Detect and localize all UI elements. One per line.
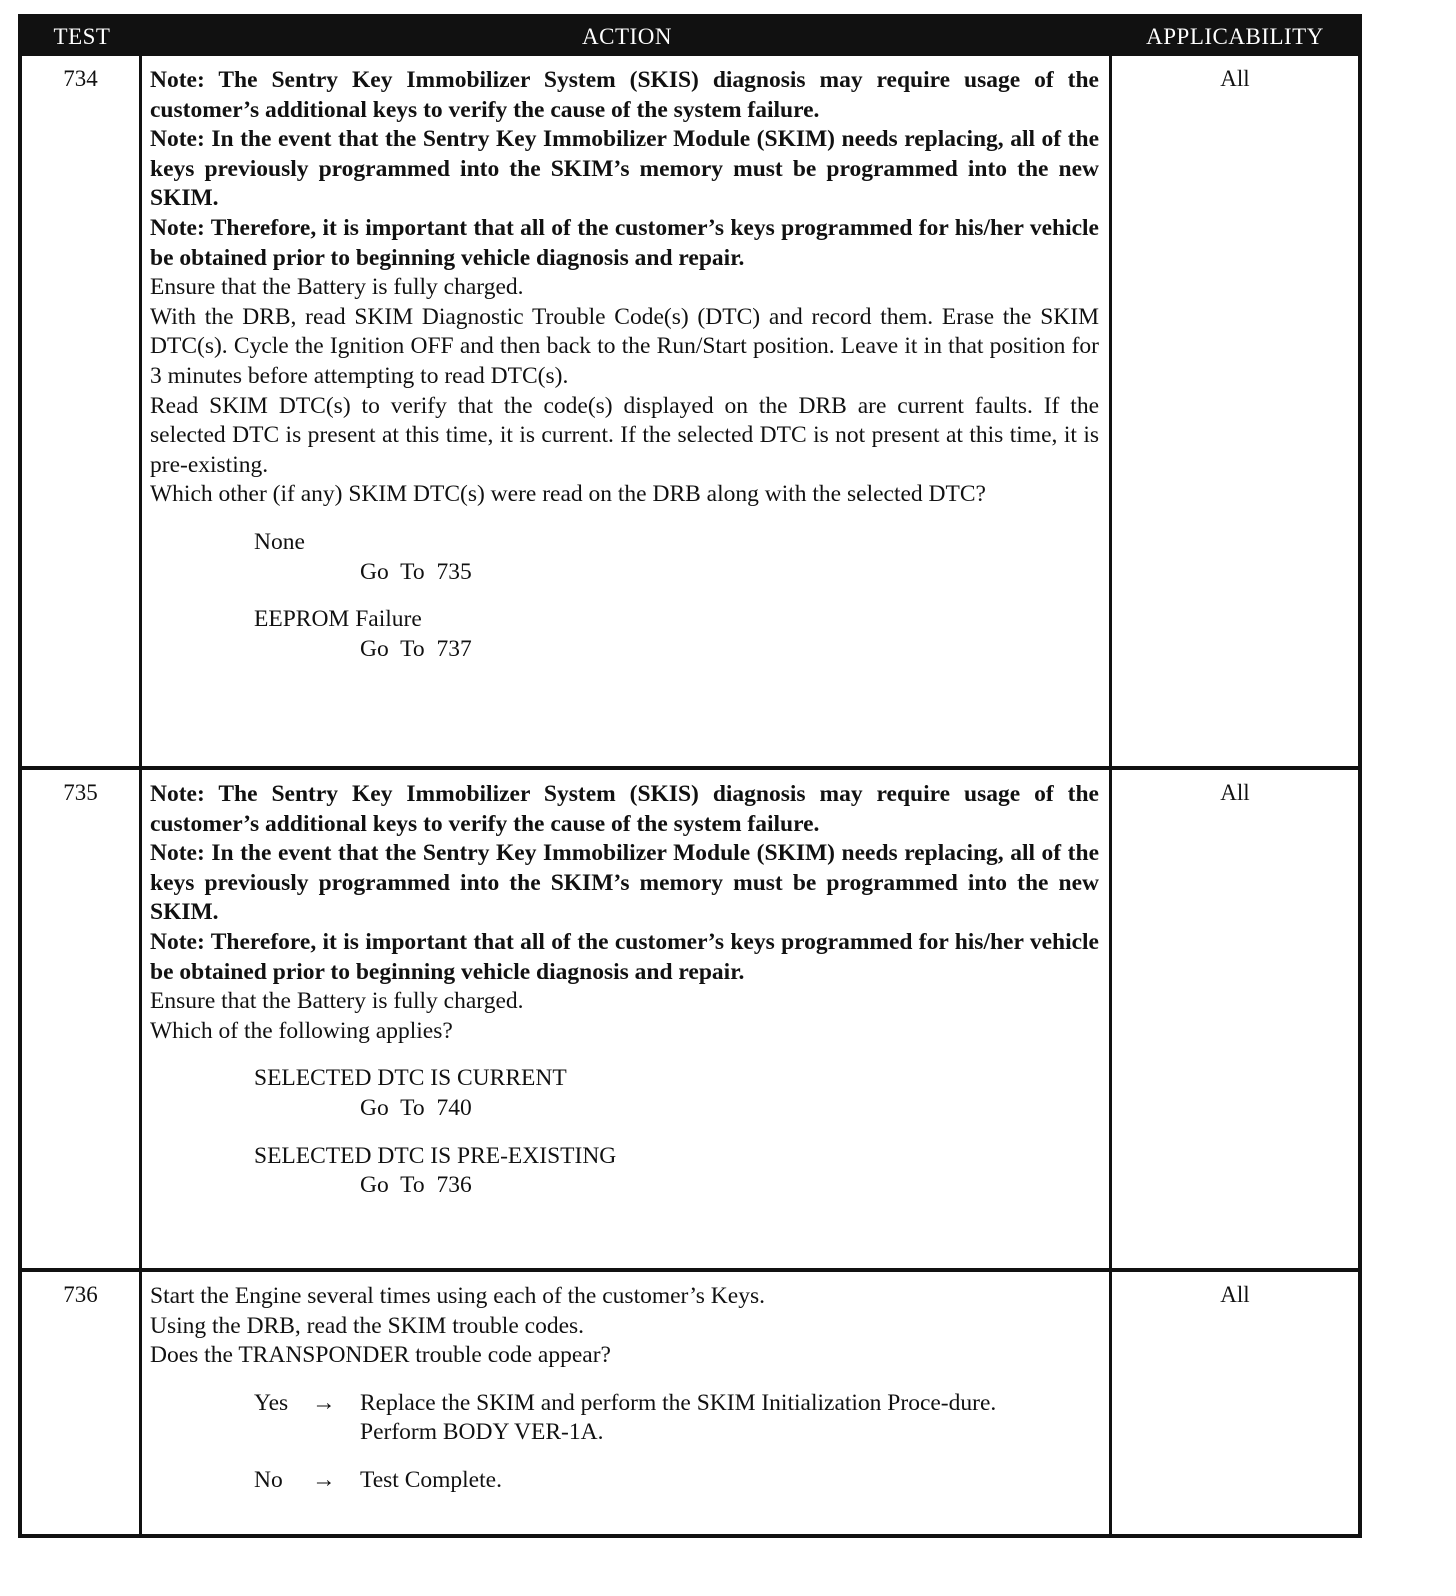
applicability-value: All xyxy=(1220,66,1250,91)
test-number: 736 xyxy=(22,1272,142,1534)
outcome-label: No xyxy=(254,1466,283,1493)
goto-target: Go To 737 xyxy=(360,635,472,662)
instruction-text: Read SKIM DTC(s) to verify that the code(s) displayed on the DRB are current faults. If the selected DTC is present at this time, it is current. If the selected DTC is not present at this time, it is pre-existing. xyxy=(150,392,1099,478)
answer-outcomes xyxy=(150,1389,1099,1496)
outcome-no xyxy=(254,1466,1099,1496)
note-text: Note: Therefore, it is important that all of the customer’s keys programmed for his/her vehicle be obtained prior to beginning vehicle diagnosis and repair. xyxy=(150,928,1099,985)
choice-label: SELECTED DTC IS PRE-EXISTING xyxy=(254,1142,617,1169)
table-row-735 xyxy=(22,766,1358,1268)
answer-choices xyxy=(150,1064,1099,1200)
outcome-line: Test Complete. xyxy=(360,1466,502,1493)
header-test: TEST xyxy=(53,24,111,49)
outcome-yes xyxy=(254,1389,1099,1448)
note-text: Note: The Sentry Key Immobilizer System (SKIS) diagnosis may require usage of the customer’s additional keys to verify the cause of the system failure. xyxy=(150,67,1099,123)
question-text: Which of the following applies? xyxy=(150,1017,453,1044)
instruction-text: Ensure that the Battery is fully charged. xyxy=(150,988,524,1015)
goto-target: Go To 735 xyxy=(360,558,472,585)
answer-choices xyxy=(150,528,1099,664)
header-action: ACTION xyxy=(582,24,672,49)
goto-target: Go To 740 xyxy=(360,1094,472,1121)
table-row-734 xyxy=(22,56,1358,766)
note-text: Note: Therefore, it is important that all of the customer’s keys programmed for his/her vehicle be obtained prior to beginning vehicle diagnosis and repair. xyxy=(150,214,1099,271)
right-arrow-icon: → xyxy=(312,1466,336,1493)
right-arrow-icon: → xyxy=(312,1389,336,1416)
table-header xyxy=(22,18,1358,56)
applicability-value: All xyxy=(1220,780,1250,805)
outcome-line: Perform BODY VER-1A. xyxy=(360,1419,604,1446)
choice-label: SELECTED DTC IS CURRENT xyxy=(254,1065,567,1092)
action-cell xyxy=(142,770,1112,1268)
note-text: Note: In the event that the Sentry Key Immobilizer Module (SKIM) needs replacing, all of the keys previously programmed into the SKIM’s memory must be programmed into the new SKIM. xyxy=(150,840,1099,926)
instruction-text: Using the DRB, read the SKIM trouble codes. xyxy=(150,1312,585,1339)
test-number: 734 xyxy=(22,56,142,766)
goto-target: Go To 736 xyxy=(360,1172,472,1199)
outcome-action xyxy=(360,1389,1099,1448)
choice-label: None xyxy=(254,528,305,555)
outcome-label: Yes xyxy=(254,1389,289,1416)
applicability-value: All xyxy=(1220,1282,1250,1307)
question-text: Which other (if any) SKIM DTC(s) were read on the DRB along with the selected DTC? xyxy=(150,481,986,508)
header-applicability: APPLICABILITY xyxy=(1146,24,1324,49)
diagnostic-test-table xyxy=(18,14,1362,1538)
instruction-text: Ensure that the Battery is fully charged. xyxy=(150,274,524,301)
instruction-text: Start the Engine several times using each of the customer’s Keys. xyxy=(150,1283,765,1309)
choice-item xyxy=(254,605,1099,664)
test-number: 735 xyxy=(22,770,142,1268)
choice-item xyxy=(254,528,1099,587)
choice-item xyxy=(254,1064,1099,1123)
outcome-action xyxy=(360,1466,1099,1496)
table-row-736 xyxy=(22,1268,1358,1534)
note-text: Note: The Sentry Key Immobilizer System (SKIS) diagnosis may require usage of the customer’s additional keys to verify the cause of the system failure. xyxy=(150,781,1099,837)
choice-label: EEPROM Failure xyxy=(254,606,422,633)
note-text: Note: In the event that the Sentry Key Immobilizer Module (SKIM) needs replacing, all of the keys previously programmed into the SKIM’s memory must be programmed into the new SKIM. xyxy=(150,126,1099,212)
instruction-text: With the DRB, read SKIM Diagnostic Trouble Code(s) (DTC) and record them. Erase the SKIM DTC(s). Cycle the Ignition OFF and then back to the Run/Start position. Leave it in that position for 3 minutes before attempting to read DTC(s). xyxy=(150,303,1099,389)
choice-item xyxy=(254,1142,1099,1201)
outcome-line: Replace the SKIM and perform the SKIM Initialization Proce-dure. xyxy=(360,1389,997,1416)
action-cell xyxy=(142,1272,1112,1534)
action-cell xyxy=(142,56,1112,766)
question-text: Does the TRANSPONDER trouble code appear? xyxy=(150,1342,611,1369)
